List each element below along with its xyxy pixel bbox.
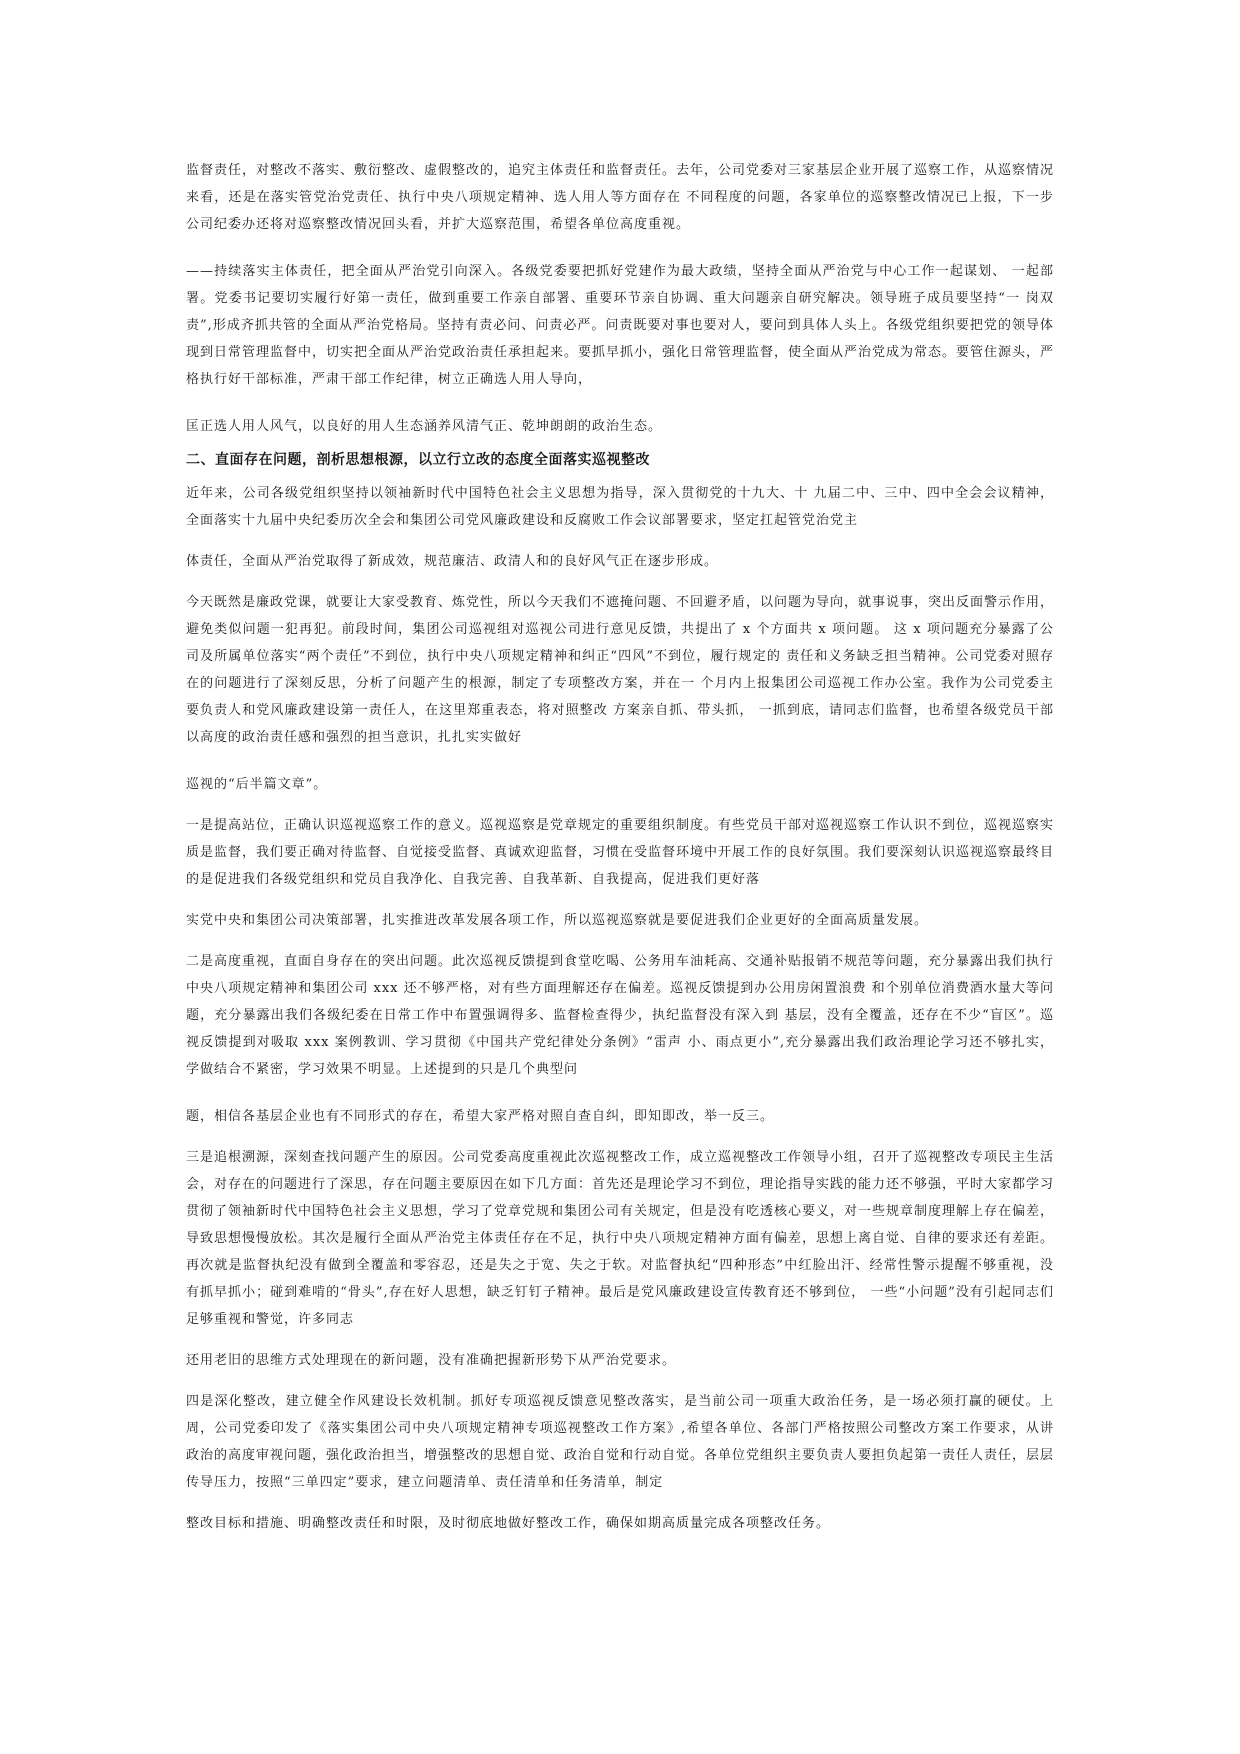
paragraph-point-two: 二是高度重视，直面自身存在的突出问题。此次巡视反馈提到食堂吃喝、公务用车油耗高、交通补贴报销不规范等问题，充分暴露出我们执行中央八项规定精神和集团公司 xxx 还不够严格，对有些方面理解还存在偏差。巡视反馈提到办公用房闲置浪费 和个别单位消费酒水量大等问题，充分暴露出我们各级纪委在日常工作中布置强调得多、监督检查得少，执纪监督没有深入到 基层，没有全覆盖，还存在不少“盲区”。巡视反馈提到对吸取 xxx 案例教训、学习贯彻《中国共产党纪律处分条例》“雷声 小、雨点更小”,充分暴露出我们政治理论学习还不够扎实，学做结合不紧密，学习效果不明显。上述提到的只是几个典型问 [186,954,1055,1077]
paragraph-recent-years: 近年来，公司各级党组织坚持以领袖新时代中国特色社会主义思想为指导，深入贯彻党的十九大、十 九届二中、三中、四中全会会议精神，全面落实十九届中央纪委历次全会和集团公司党风廉政建设和反腐败工作会议部署要求，坚定扛起管党治党主 [186,486,1054,528]
paragraph-point-two-cont: 题，相信各基层企业也有不同形式的存在，希望大家严格对照自查自纠，即知即改，举一反三。 [186,1109,775,1124]
paragraph-point-one: 一是提高站位，正确认识巡视巡察工作的意义。巡视巡察是党章规定的重要组织制度。有些党员干部对巡视巡察工作认识不到位，巡视巡察实质是监督，我们要正确对待监督、自觉接受监督、真诚欢迎监督，习惯在受监督环境中开展工作的良好氛围。我们要深刻认识巡视巡察最终目的是促进我们各级党组织和党员自我净化、自我完善、自我革新、自我提高，促进我们更好落 [186,818,1055,887]
document-body [186,157,1054,1537]
paragraph-point-four-cont: 整改目标和措施、明确整改责任和时限，及时彻底地做好整改工作，确保如期高质量完成各项整改任务。 [186,1516,831,1531]
paragraph-political-ecology: 匡正选人用人风气，以良好的用人生态涵养风清气正、乾坤朗朗的政治生态。 [186,419,663,434]
paragraph-new-results: 体责任，全面从严治党取得了新成效，规范廉洁、政清人和的良好风气正在逐步形成。 [186,554,719,569]
paragraph-main-responsibility: ——持续落实主体责任，把全面从严治党引向深入。各级党委要把抓好党建作为最大政绩，坚持全面从严治党与中心工作一起谋划、 一起部署。党委书记要切实履行好第一责任，做到重要工作亲自部署、重要环节亲自协调、重大问题亲自研究解决。领导班子成员要坚持“一 岗双责”,形成齐抓共管的全面从严治党格局。坚持有责必问、问责必严。问责既要对事也要对人，要问到具体人头上。各级党组织要把党的领导体现到日常管理监督中，切实把全面从严治党政治责任承担起来。要抓早抓小，强化日常管理监督，使全面从严治党成为常态。要管住源头，严格执行好干部标准，严肃干部工作纪律，树立正确选人用人导向， [186,264,1055,387]
section-heading-2: 二、直面存在问题，剖析思想根源，以立行立改的态度全面落实巡视整改 [186,452,650,468]
paragraph-second-half-article: 巡视的“后半篇文章”。 [186,777,328,792]
paragraph-point-three-cont: 还用老旧的思维方式处理现在的新问题，没有准确把握新形势下从严治党要求。 [186,1353,677,1368]
paragraph-point-four: 四是深化整改，建立健全作风建设长效机制。抓好专项巡视反馈意见整改落实，是当前公司一项重大政治任务，是一场必须打赢的硬仗。上周，公司党委印发了《落实集团公司中央八项规定精神专项巡视整改工作方案》,希望各单位、各部门严格按照公司整改方案工作要求，从讲政治的高度审视问题，强化政治担当，增强整改的思想自觉、政治自觉和行动自觉。各单位党组织主要负责人要担负起第一责任人责任，层层传导压力，按照“三单四定”要求，建立问题清单、责任清单和任务清单，制定 [186,1394,1055,1490]
paragraph-point-three: 三是追根溯源，深刻查找问题产生的原因。公司党委高度重视此次巡视整改工作，成立巡视整改工作领导小组，召开了巡视整改专项民主生活会，对存在的问题进行了深思，存在问题主要原因在如下几方面：首先还是理论学习不到位，理论指导实践的能力还不够强，平时大家都学习贯彻了领袖新时代中国特色社会主义思想，学习了党章党规和集团公司有关规定，但是没有吃透核心要义，对一些规章制度理解上存在偏差，导致思想慢慢放松。其次是履行全面从严治党主体责任存在不足，执行中央八项规定精神方面有偏差，思想上离自觉、自律的要求还有差距。再次就是监督执纪没有做到全覆盖和零容忍，还是失之于宽、失之于软。对监督执纪“四种形态”中红脸出汗、经常性警示提醒不够重视，没有抓早抓小；碰到难啃的“骨头”,存在好人思想，缺乏钉钉子精神。最后是党风廉政建设宣传教育还不够到位， 一些“小问题”没有引起同志们足够重视和警觉，许多同志 [186,1150,1055,1327]
paragraph-integrity-lecture: 今天既然是廉政党课，就要让大家受教育、炼党性，所以今天我们不遮掩问题、不回避矛盾，以问题为导向，就事说事，突出反面警示作用，避免类似问题一犯再犯。前段时间，集团公司巡视组对巡视公司进行意见反馈，共提出了 x 个方面共 x 项问题。 这 x 项问题充分暴露了公司及所属单位落实“两个责任”不到位，执行中央八项规定精神和纠正“四风”不到位，履行规定的 责任和义务缺乏担当精神。公司党委对照存在的问题进行了深刻反思，分析了问题产生的根源，制定了专项整改方案，并在一 个月内上报集团公司巡视工作办公室。我作为公司党委主要负责人和党风廉政建设第一责任人，在这里郑重表态，将对照整改 方案亲自抓、带头抓， 一抓到底，请同志们监督，也希望各级党员干部以高度的政治责任感和强烈的担当意识，扎扎实实做好 [186,595,1055,745]
paragraph-supervision-responsibility: 监督责任，对整改不落实、敷衍整改、虚假整改的，追究主体责任和监督责任。去年，公司党委对三家基层企业开展了巡察工作，从巡察情况来看，还是在落实管党治党责任、执行中央八项规定精神、选人用人等方面存在 不同程度的问题，各家单位的巡察整改情况已上报，下一步公司纪委办还将对巡察整改情况回头看，并扩大巡察范围，希望各单位高度重视。 [186,163,1055,232]
paragraph-point-one-cont: 实党中央和集团公司决策部署，扎实推进改革发展各项工作，所以巡视巡察就是要促进我们企业更好的全面高质量发展。 [186,913,929,928]
